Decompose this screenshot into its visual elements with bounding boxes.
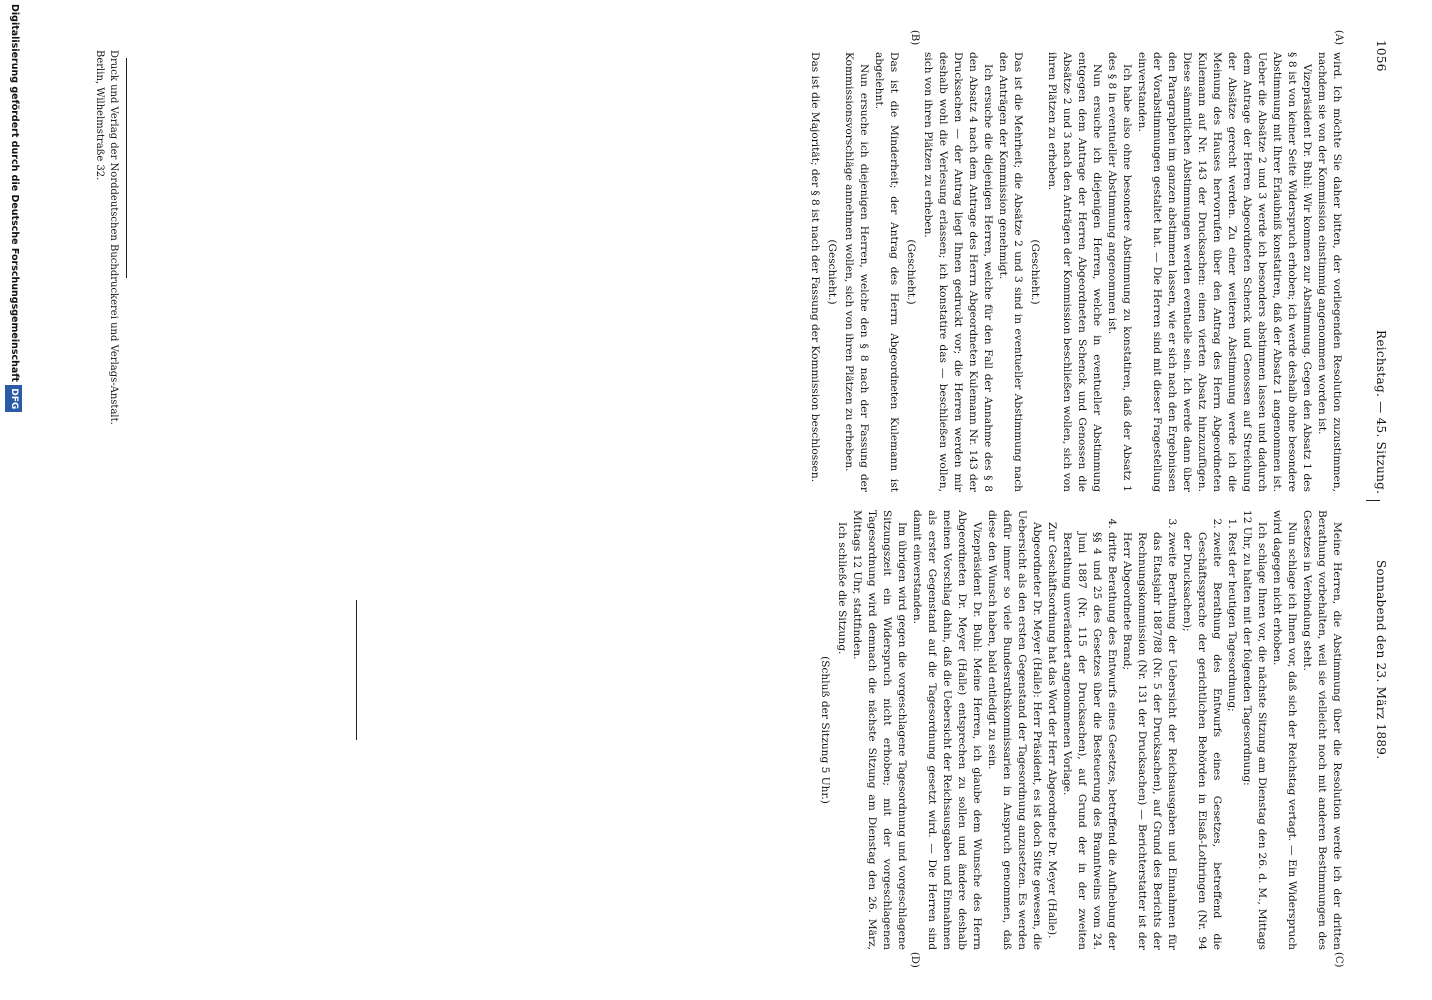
- paragraph: Im übrigen wird gegen die vorgeschlagene Tagesordnung und vorgeschlagene Sitzungszeit ein Widerspruch nicht erhoben; mit der vorgeschlagenen Tagesordnung wird demnach die nächste Sitzung am Dienstag den 26. März, Mittags 12 Uhr, stattfinden.: [851, 510, 908, 950]
- margin-letter-a: (A): [1333, 30, 1344, 46]
- right-text-column: [815, 510, 1344, 950]
- paragraph: Vizepräsident Dr. Buhl: Wir kommen zur Abstimmung. Gegen den Absatz 1 des § 8 ist von keiner Seite Widerspruch erhoben; ich werde deshalb ohne besondere Abstimmung mit Ihrer Erlaubniß konstatiren, daß der Absatz 1 angenommen ist. Ueber die Absätze 2 und 3 werde ich besonders abstimmen lassen und dadurch dem Antrage der Herren Abgeordneten Schenck und Genossen auf Streichung der Absätze gerecht werden. Zu einer weiteren Abstimmung werde ich die Meinung des Hauses hervorrufen über den Antrag des Herrn Abgeordneten Kulemann auf Nr. 143 der Drucksachen: einen vierten Absatz hinzuzufügen. Diese sämmtlichen Abstimmungen werden eventuelle sein. Ich werde dann über den Paragraphen im ganzen abstimmen lassen, wie er sich nach den Ergebnissen der Vorabstimmungen gestaltet hat. — Die Herren sind mit dieser Fragestellung einverstanden.: [1136, 52, 1313, 492]
- paragraph: Ich habe also ohne besondere Abstimmung zu konstatiren, daß der Absatz 1 des § 8 in eventueller Abstimmung angenommen ist.: [1106, 52, 1133, 492]
- stage-direction: (Geschieht.): [905, 239, 917, 305]
- agenda-list: [1059, 510, 1239, 950]
- paragraph: Ich ersuche die diejenigen Herren, welche für den Fall der Annahme des § 8 den Absatz 4 nach dem Antrage des Herrn Abgeordneten Kulemann Nr. 143 der Drucksachen — der Antrag liegt Ihnen gedruckt vor; die Herren werden mir deshalb wohl die Verlesung erlassen; ich konstatire das — beschließen wollen, sich von ihren Plätzen zu erheben.: [922, 52, 994, 492]
- running-title-left: Reichstag. — 45. Sitzung.: [1374, 330, 1388, 495]
- paragraph: Vizepräsident Dr. Buhl: Meine Herren, ich glaube dem Wunsche des Herrn Abgeordneten Dr. Meyer (Halle) entsprechen zu sollen und ändere deshalb meinen Vorschlag dahin, daß die Uebersicht der Reichsausgaben und Einnahmen als erster Gegenstand auf die Tagesordnung gesetzt wird. — Die Herren sind damit einverstanden.: [911, 510, 983, 950]
- paragraph: Abgeordneter Dr. Meyer (Halle): Herr Präsident, es ist doch Sitte gewesen, die Uebersicht als den ersten Gegenstand der Tagesordnung anzusetzen. Es werden dafür immer so viele Bundesrathskommissarien in Anspruch genommen, daß diese den Wunsch haben, bald entledigt zu sein.: [986, 510, 1043, 950]
- stage-direction: (Geschieht.): [1029, 239, 1041, 305]
- dfg-logo: DFG: [5, 385, 22, 412]
- page-number: 1056: [1374, 40, 1388, 72]
- paragraph: Meine Herren, die Abstimmung über die Resolution werde ich der dritten Berathung vorbehalten, weil sie vielleicht noch mit anderen Bestimmungen des Gesetzes in Verbindung steht.: [1301, 510, 1343, 950]
- left-text-column: [807, 52, 1344, 492]
- imprint-line: Druck und Verlag der Norddeutschen Buchdruckerei und Verlags-Anstalt.: [108, 50, 119, 425]
- paragraph: Das ist die Mehrheit; die Absätze 2 und 3 sind in eventueller Abstimmung nach den Anträgen der Kommission genehmigt.: [997, 52, 1024, 492]
- imprint-line: Berlin, Wilhelmstraße 32.: [94, 50, 105, 181]
- closing-note: (Schluß der Sitzung 5 Uhr.): [819, 656, 831, 804]
- paragraph: Das ist die Majorität; der § 8 ist nach der Fassung der Kommission beschlossen.: [809, 52, 821, 483]
- agenda-item: 4. dritte Berathung des Entwurfs eines Gesetzes, betreffend die Aufhebung der §§ 4 und 25 des Gesetzes über die Besteuerung des Branntweins vom 24. Juni 1887 (Nr. 115 der Drucksachen), auf Grund der in der zweiten Berathung unverändert angenommenen Vorlage.: [1059, 532, 1119, 950]
- agenda-item: 1. Rest der heutigen Tagesordnung;: [1224, 532, 1239, 950]
- agenda-item: 3. zweite Berathung der Uebersicht der Reichsausgaben und Einnahmen für das Etatsjahr 1887/88 (Nr. 5 der Drucksachen), auf Grund des Berichts der Rechnungskommission (Nr. 131 der Drucksachen) — Berichterstatter ist der Herr Abgeordnete Brand;: [1119, 532, 1179, 950]
- dfg-text: Digitalisierung gefördert durch die Deutsche Forschungsgemeinschaft: [9, 4, 20, 382]
- margin-letter-c: (C): [1333, 952, 1344, 968]
- paragraph: wird. Ich möchte Sie daher bitten, der vorliegenden Resolution zuzustimmen, nachdem sie von der Kommission einstimmig angenommen worden ist.: [1316, 52, 1343, 492]
- margin-letter-d: (D): [909, 952, 920, 968]
- paragraph: Nun schlage ich Ihnen vor, daß sich der Reichstag vertagt. — Ein Widerspruch wird dagegen nicht erhoben.: [1271, 510, 1298, 950]
- dfg-funding-notice: [5, 4, 22, 416]
- end-rule: [356, 600, 357, 740]
- paragraph: Ich schließe die Sitzung.: [836, 522, 848, 655]
- paragraph: Nun ersuche ich diejenigen Herren, welche in eventueller Abstimmung entgegen dem Antrage der Herren Abgeordneten Schenck und Genossen die Absätze 2 und 3 nach den Anträgen der Kommission beschließen wollen, sich von ihren Plätzen zu erheben.: [1046, 52, 1103, 492]
- paragraph: Ich schlage Ihnen vor, die nächste Sitzung am Dienstag den 26. d. M., Mittags 12 Uhr, zu halten mit der folgenden Tagesordnung:: [1241, 510, 1268, 950]
- header-divider: [1366, 500, 1380, 501]
- running-title-right: Sonnabend den 23. März 1889.: [1374, 560, 1388, 760]
- agenda-item: 2. zweite Berathung des Entwurfs eines Gesetzes, betreffend die Geschäftssprache der gerichtlichen Behörden in Elsaß-Lothringen (Nr. 94 der Drucksachen);: [1179, 532, 1224, 950]
- imprint: [92, 50, 120, 530]
- paragraph: Zur Geschäftsordnung hat das Wort der Herr Abgeordnete Dr. Meyer (Halle).: [1046, 522, 1058, 939]
- imprint-rule: [126, 58, 127, 278]
- paragraph: Nun ersuche ich diejenigen Herren, welche den § 8 nach der Fassung der Kommissionsvorschläge annehmen wollen, sich von ihren Plätzen zu erheben.: [843, 52, 870, 492]
- margin-letter-b: (B): [909, 30, 920, 46]
- paragraph: Das ist die Minderheit; der Antrag des Herrn Abgeordneten Kulemann ist abgelehnt.: [873, 52, 900, 492]
- stage-direction: (Geschieht.): [826, 239, 838, 305]
